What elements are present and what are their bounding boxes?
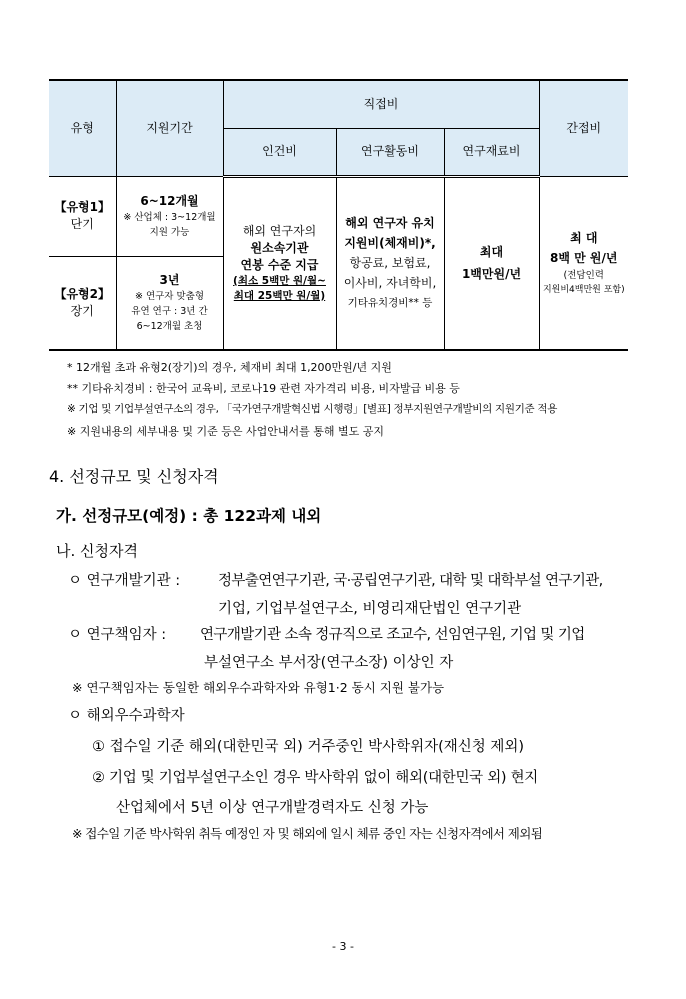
- personnel-line: 해외 연구자의: [242, 223, 317, 238]
- selection-scale: 가. 선정규모(예정) : 총 122과제 내외: [56, 507, 322, 525]
- header-indirect: 간접비: [539, 80, 628, 176]
- personnel-line: 연봉 수준 지급: [240, 257, 319, 272]
- org-line-1: 정부출연연구기관, 국·공립연구기관, 대학 및 대학부설 연구기관,: [218, 573, 603, 589]
- type1-name: 단기: [70, 217, 94, 231]
- period2-note2: 유연 연구 : 3년 간: [131, 305, 208, 317]
- section-heading: 4. 선정규모 및 신청자격: [49, 467, 219, 486]
- pi-line-1: 연구개발기관 소속 정규직으로 조교수, 선임연구원, 기업 및 기업: [200, 627, 585, 643]
- activity-line: 기타유치경비** 등: [347, 297, 433, 310]
- indirect-cell: [539, 176, 628, 350]
- indirect-line: (전담인력: [563, 269, 604, 281]
- indirect-line: 8백 만 원/년: [550, 250, 618, 265]
- activity-line: 항공료, 보험료,: [349, 256, 431, 271]
- header-personnel: 인건비: [223, 128, 336, 176]
- header-material: 연구재료비: [444, 128, 539, 176]
- overseas-label: ㅇ 해외우수과학자: [68, 708, 185, 724]
- indirect-line: 최 대: [570, 230, 598, 245]
- header-type: 유형: [49, 80, 116, 176]
- personnel-line: (최소 5백만 원/월~: [233, 274, 326, 287]
- material-line: 1백만원/년: [461, 267, 522, 282]
- pi-line-2: 부설연구소 부서장(연구소장) 이상인 자: [204, 655, 454, 671]
- criteria-1: ① 접수일 기준 해외(대한민국 외) 거주중인 박사학위자(재신청 제외): [92, 739, 525, 755]
- material-line: 최대: [479, 245, 504, 260]
- material-cell: [444, 176, 539, 350]
- header-period: 지원기간: [116, 80, 223, 176]
- indirect-line: 지원비4백만원 포함): [542, 284, 625, 295]
- criteria-2-line-1: ② 기업 및 기업부설연구소인 경우 박사학위 없이 해외(대한민국 외) 현지: [92, 770, 538, 786]
- activity-cell: [336, 176, 444, 350]
- personnel-line: 원소속기관: [250, 240, 309, 255]
- table-note-1: * 12개월 초과 유형2(장기)의 경우, 체재비 최대 1,200만원/년 지원: [67, 361, 392, 374]
- period1-note2: 지원 가능: [149, 226, 190, 238]
- org-label: ㅇ 연구개발기관 :: [68, 573, 181, 589]
- activity-line: 지원비(체재비)*,: [344, 236, 436, 251]
- period1-cell: [116, 176, 223, 256]
- type1-label: 【유형1】: [54, 200, 111, 214]
- period2-main: 3년: [159, 272, 180, 287]
- pi-label: ㅇ 연구책임자 :: [68, 627, 167, 643]
- table-note-4: ※ 지원내용의 세부내용 및 기준 등은 사업안내서를 통해 별도 공지: [67, 425, 384, 438]
- page-number: - 3 -: [332, 940, 354, 953]
- type1-cell: [49, 176, 116, 256]
- eligibility-heading: 나. 신청자격: [56, 542, 138, 560]
- header-direct: 직접비: [223, 80, 539, 128]
- pi-note: ※ 연구책임자는 동일한 해외우수과학자와 유형1·2 동시 지원 불가능: [72, 680, 445, 695]
- final-note: ※ 접수일 기준 박사학위 취득 예정인 자 및 해외에 일시 체류 중인 자는 신청자격에서 제외됨: [72, 826, 543, 841]
- type2-name: 장기: [70, 303, 94, 318]
- type2-label: 【유형2】: [54, 286, 111, 301]
- org-line-2: 기업, 기업부설연구소, 비영리재단법인 연구기관: [218, 601, 522, 617]
- period1-main: 6~12개월: [140, 193, 199, 208]
- period1-note1: ※ 산업체 : 3~12개월: [123, 211, 216, 223]
- period2-note3: 6~12개월 초청: [136, 320, 203, 332]
- activity-line: 이사비, 자녀학비,: [343, 276, 437, 291]
- period2-cell: [116, 256, 223, 350]
- criteria-2-line-2: 산업체에서 5년 이상 연구개발경력자도 신청 가능: [116, 800, 429, 816]
- activity-line: 해외 연구자 유치: [345, 216, 435, 231]
- personnel-line: 최대 25백만 원/월): [233, 289, 326, 302]
- type2-cell: [49, 256, 116, 350]
- personnel-cell: [223, 176, 336, 350]
- table-note-3: ※ 기업 및 기업부설연구소의 경우, 「국가연구개발혁신법 시행령」[별표] 정부지원연구개발비의 지원기준 적용: [67, 403, 558, 415]
- period2-note1: ※ 연구자 맞춤형: [134, 290, 205, 302]
- table-note-2: ** 기타유치경비 : 한국어 교육비, 코로나19 관련 자가격리 비용, 비자발급 비용 등: [67, 382, 460, 395]
- header-activity: 연구활동비: [336, 128, 444, 176]
- support-table: [49, 79, 628, 351]
